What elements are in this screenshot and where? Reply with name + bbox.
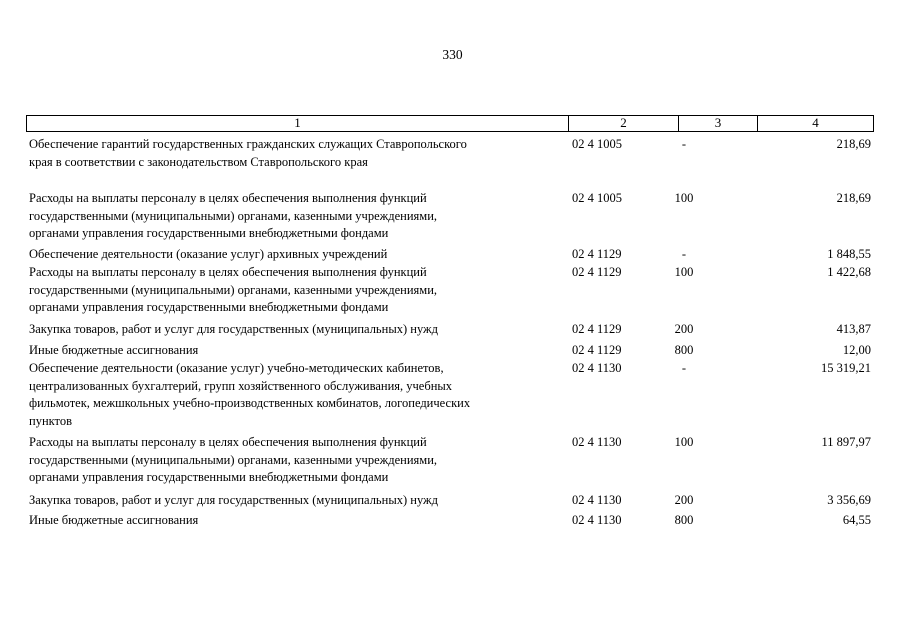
row-code: 02 4 1130 xyxy=(572,435,622,449)
row-name: Расходы на выплаты персоналу в целях обеспечения выполнения функций государственными (муниципальными) органами, казенными учреждениями, органами управления государственными внебюджетными фондами xyxy=(29,435,438,484)
row-sum: 1 422,68 xyxy=(827,265,871,279)
row-code: 02 4 1130 xyxy=(572,513,622,527)
row-kind: 800 xyxy=(674,343,694,357)
row-sum: 64,55 xyxy=(842,513,871,527)
row-sum: 11 897,97 xyxy=(821,435,871,449)
row-sum: 1 848,55 xyxy=(827,247,871,261)
row-sum: 218,69 xyxy=(836,137,871,151)
row-name: Иные бюджетные ассигнования xyxy=(29,343,199,357)
row-kind: - xyxy=(681,247,687,261)
row-kind: 100 xyxy=(674,191,694,205)
row-kind: 200 xyxy=(674,322,694,336)
row-kind: 100 xyxy=(674,265,694,279)
row-code: 02 4 1129 xyxy=(572,322,622,336)
row-sum: 413,87 xyxy=(836,322,871,336)
row-code: 02 4 1129 xyxy=(572,265,622,279)
row-code: 02 4 1130 xyxy=(572,361,622,375)
row-kind: 100 xyxy=(674,435,694,449)
table-header xyxy=(26,115,874,132)
row-code: 02 4 1005 xyxy=(572,137,622,151)
row-name: Расходы на выплаты персоналу в целях обеспечения выполнения функций государственными (муниципальными) органами, казенными учреждениями, органами управления государственными внебюджетными фондами xyxy=(29,191,438,240)
row-name: Закупка товаров, работ и услуг для государственных (муниципальных) нужд xyxy=(29,322,439,336)
page-number: 330 xyxy=(442,47,463,62)
column-header-3: 3 xyxy=(679,116,758,131)
row-sum: 15 319,21 xyxy=(821,361,871,375)
row-name: Расходы на выплаты персоналу в целях обеспечения выполнения функций государственными (муниципальными) органами, казенными учреждениями, органами управления государственными внебюджетными фондами xyxy=(29,265,438,314)
row-sum: 12,00 xyxy=(842,343,871,357)
row-name: Закупка товаров, работ и услуг для государственных (муниципальных) нужд xyxy=(29,493,439,507)
row-code: 02 4 1130 xyxy=(572,493,622,507)
column-header-1: 1 xyxy=(27,116,569,131)
row-sum: 3 356,69 xyxy=(827,493,871,507)
row-kind: - xyxy=(681,361,687,375)
row-kind: 200 xyxy=(674,493,694,507)
column-header-4: 4 xyxy=(812,115,819,130)
row-name: Обеспечение гарантий государственных гражданских служащих Ставропольского края в соответствии с законодательством Ставропольского края xyxy=(29,137,467,169)
row-code: 02 4 1129 xyxy=(572,343,622,357)
column-header-2: 2 xyxy=(569,116,679,131)
row-kind: - xyxy=(681,137,687,151)
row-sum: 218,69 xyxy=(836,191,871,205)
row-code: 02 4 1129 xyxy=(572,247,622,261)
row-code: 02 4 1005 xyxy=(572,191,622,205)
row-name: Обеспечение деятельности (оказание услуг) учебно-методических кабинетов, централизованных бухгалтерий, групп хозяйственного обслуживания, учебных фильмотек, межшкольных учебно-производственных комбинатов, логопедических пунктов xyxy=(29,361,471,428)
row-name: Обеспечение деятельности (оказание услуг) архивных учреждений xyxy=(29,247,388,261)
row-name: Иные бюджетные ассигнования xyxy=(29,513,199,527)
row-kind: 800 xyxy=(674,513,694,527)
